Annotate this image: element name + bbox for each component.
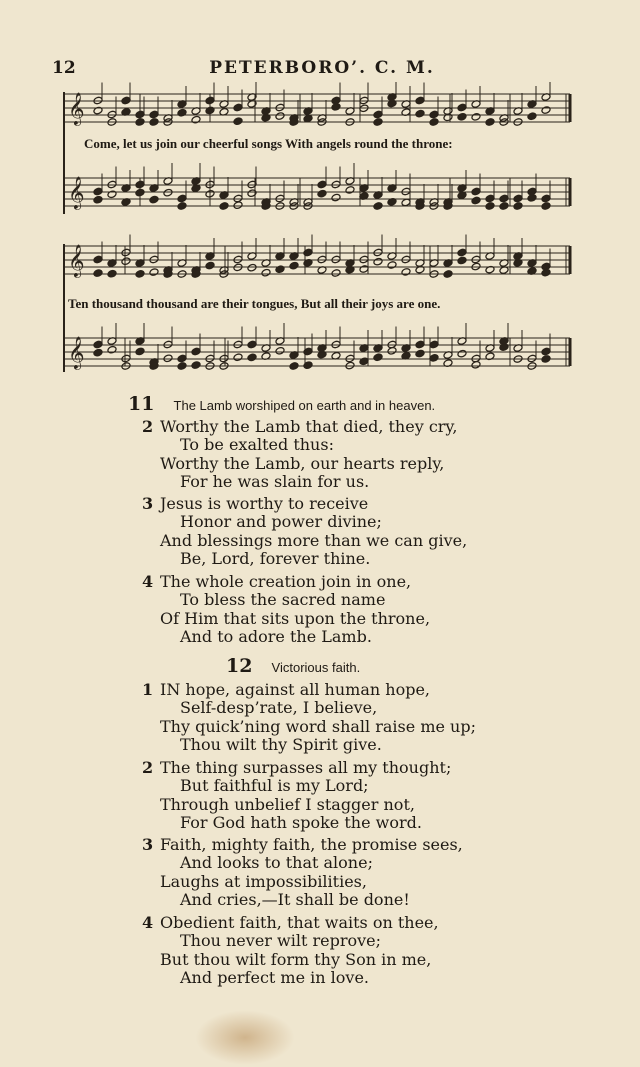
verse-line: Obedient faith, that waits on thee, [160,913,439,932]
hymn-11-subtitle: The Lamb worshiped on earth and in heaven. [173,398,436,413]
stanza-number: 4 [142,913,154,932]
verse-line: The thing surpasses all my thought; [160,758,452,777]
notes [93,82,551,126]
verse-line: Faith, mighty faith, the promise sees, [160,835,463,854]
notes [93,235,551,279]
verse-line: To bless the sacred name [180,590,386,610]
stanza-number: 4 [142,572,154,591]
svg-text:𝄞: 𝄞 [68,176,85,209]
bass-staff-1 [64,163,570,210]
verse-line: The whole creation join in one, [160,572,412,591]
verse-line: For he was slain for us. [180,472,370,492]
tune-title: PETERBORO’. C. M. [209,58,435,78]
treble-staff-1 [64,82,570,126]
verse-line: To be exalted thus: [180,435,334,455]
verse-line: And cries,—It shall be done! [180,890,410,910]
svg-text:𝄞: 𝄞 [68,92,85,125]
verse-line: Thou never wilt reprove; [180,931,381,951]
stanza-number: 2 [142,417,154,436]
hymn-12-stanza-2 [142,759,451,833]
verse-line: Honor and power divine; [180,512,382,532]
verse-line: And looks to that alone; [180,853,373,873]
notes [93,323,551,370]
svg-text:𝄞: 𝄞 [68,336,85,369]
hymn-12-heading [226,655,360,677]
treble-staff-2 [64,235,570,279]
verse-line: Worthy the Lamb, our hearts reply, [160,453,445,473]
verse-line: Thou wilt thy Spirit give. [180,735,382,755]
hymn-11-stanza-2 [142,418,457,492]
music-lyric-line-2: Ten thousand thousand are their tongues, But all their joys are one. [68,296,441,311]
verse-line: Worthy the Lamb that died, they cry, [160,417,458,436]
verse-line: Self-desp’rate, I believe, [180,698,378,718]
hymn-12-subtitle: Victorious faith. [271,660,361,675]
verse-line: Thy quick’ning word shall raise me up; [160,716,476,736]
stanza-number: 1 [142,680,154,699]
notes [93,163,551,210]
hymn-12-stanza-1 [142,681,476,755]
verse-line: IN hope, against all human hope, [160,680,430,699]
hymn-12-stanza-4 [142,914,439,988]
verse-line: Of Him that sits upon the throne, [160,608,431,628]
verse-line: And blessings more than we can give, [160,530,468,550]
music-lyric-line-1: Come, let us join our cheerful songs With angels round the throne: [84,136,453,151]
hymn-11-number: 11 [128,393,155,415]
paper-stain [195,1010,295,1065]
hymn-11-stanza-3 [142,495,467,569]
verse-line: But thou wilt form thy Son in me, [160,949,432,969]
verse-line: And perfect me in love. [180,968,369,988]
hymn-12-stanza-3 [142,836,463,910]
hymn-12-number: 12 [226,655,253,677]
hymn-11-stanza-4 [142,573,430,647]
svg-text:𝄞: 𝄞 [68,244,85,277]
music-score [50,82,580,392]
verse-line: Jesus is worthy to receive [160,494,369,513]
page-header [52,58,592,80]
verse-line: Be, Lord, forever thine. [180,549,371,569]
verse-line: For God hath spoke the word. [180,813,422,833]
verse-line: But faithful is my Lord; [180,776,369,796]
bass-staff-2 [64,323,570,370]
stanza-number: 3 [142,494,154,513]
verse-line: Laughs at impossibilities, [160,871,367,891]
stanza-number: 2 [142,758,154,777]
verse-line: Through unbelief I stagger not, [160,794,415,814]
stanza-number: 3 [142,835,154,854]
hymn-11-heading [128,393,435,415]
verse-line: And to adore the Lamb. [180,627,372,647]
page-number: 12 [52,58,76,78]
